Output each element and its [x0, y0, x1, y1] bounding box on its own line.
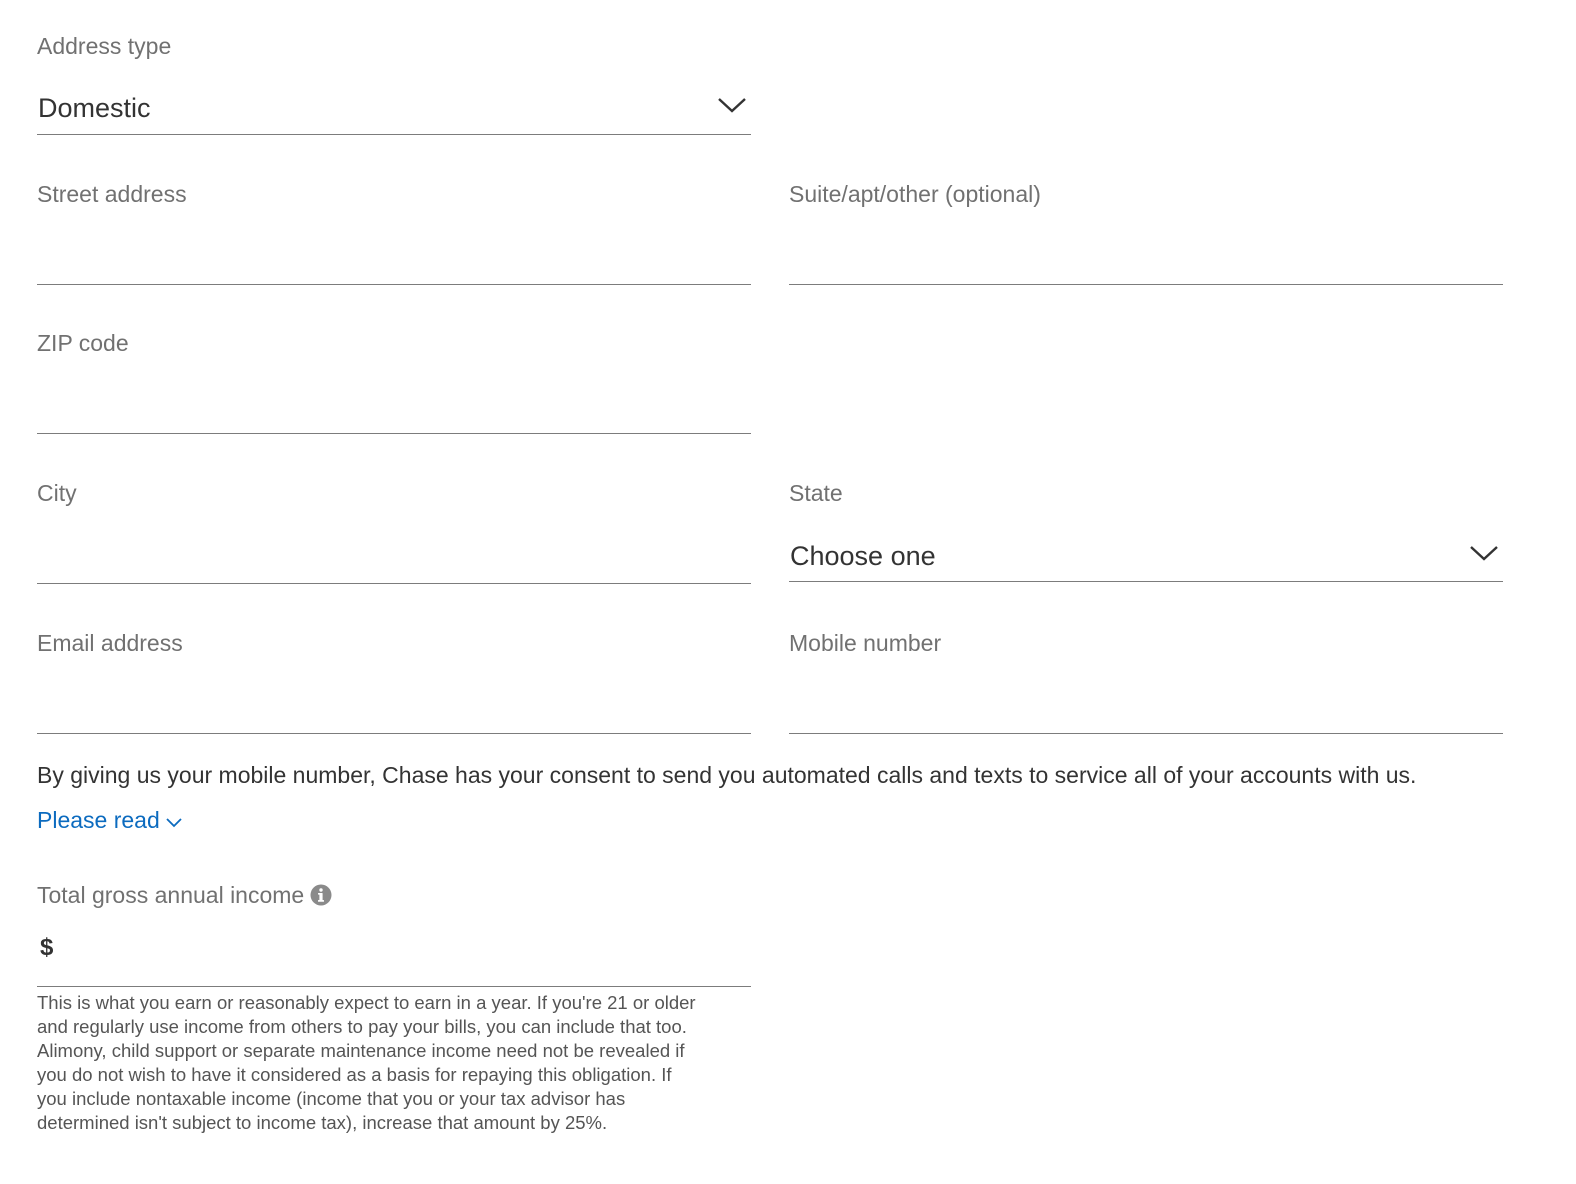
email-input[interactable]	[37, 691, 751, 727]
income-label-row	[37, 881, 332, 909]
zip-label: ZIP code	[37, 330, 129, 356]
mobile-input[interactable]	[789, 691, 1503, 727]
income-label: Total gross annual income	[37, 882, 305, 908]
zip-field	[37, 329, 751, 435]
income-field	[37, 881, 751, 989]
address-type-field	[37, 32, 751, 136]
email-label: Email address	[37, 630, 183, 656]
mobile-label: Mobile number	[789, 630, 942, 656]
address-type-label: Address type	[37, 33, 172, 59]
zip-underline	[37, 433, 751, 434]
zip-input[interactable]	[37, 391, 751, 427]
suite-label: Suite/apt/other (optional)	[789, 181, 1041, 207]
suite-input[interactable]	[789, 242, 1503, 278]
chevron-down-icon	[1469, 543, 1499, 563]
mobile-underline	[789, 733, 1503, 734]
address-type-value: Domestic	[38, 93, 151, 123]
please-read-link[interactable]	[37, 805, 182, 835]
currency-symbol: $	[40, 934, 54, 961]
state-value: Choose one	[790, 541, 936, 571]
address-type-select[interactable]	[37, 87, 751, 131]
email-field	[37, 629, 751, 735]
info-icon[interactable]	[310, 884, 332, 906]
city-field	[37, 479, 751, 585]
income-underline	[37, 986, 751, 987]
email-underline	[37, 733, 751, 734]
address-type-underline	[37, 134, 751, 135]
city-input[interactable]	[37, 541, 751, 577]
chevron-down-icon	[717, 95, 747, 115]
suite-field	[789, 180, 1503, 286]
city-underline	[37, 583, 751, 584]
mobile-consent-text: By giving us your mobile number, Chase has your consent to send you automated calls and texts to service all of your accounts with us.	[37, 762, 1417, 788]
state-field	[789, 479, 1503, 583]
please-read-label: Please read	[37, 807, 160, 833]
street-address-label: Street address	[37, 181, 187, 207]
state-label: State	[789, 480, 843, 506]
state-select[interactable]	[789, 535, 1503, 579]
street-address-field	[37, 180, 751, 286]
income-input[interactable]	[69, 931, 751, 967]
street-address-input[interactable]	[37, 242, 751, 278]
chevron-down-icon	[166, 817, 182, 828]
income-helper-text: This is what you earn or reasonably expect to earn in a year. If you're 21 or older and regularly use income from others to pay your bills, you can include that too. Alimony, child support or separate maintenance income need not be revealed if you do not wish to have it considered as a basis for repaying this obligation. If you include nontaxable income (income that you or your tax advisor has determined isn't subject to income tax), increase that amount by 25%.	[37, 992, 696, 1133]
suite-underline	[789, 284, 1503, 285]
city-label: City	[37, 480, 77, 506]
street-address-underline	[37, 284, 751, 285]
mobile-field	[789, 629, 1503, 735]
state-underline	[789, 581, 1503, 582]
